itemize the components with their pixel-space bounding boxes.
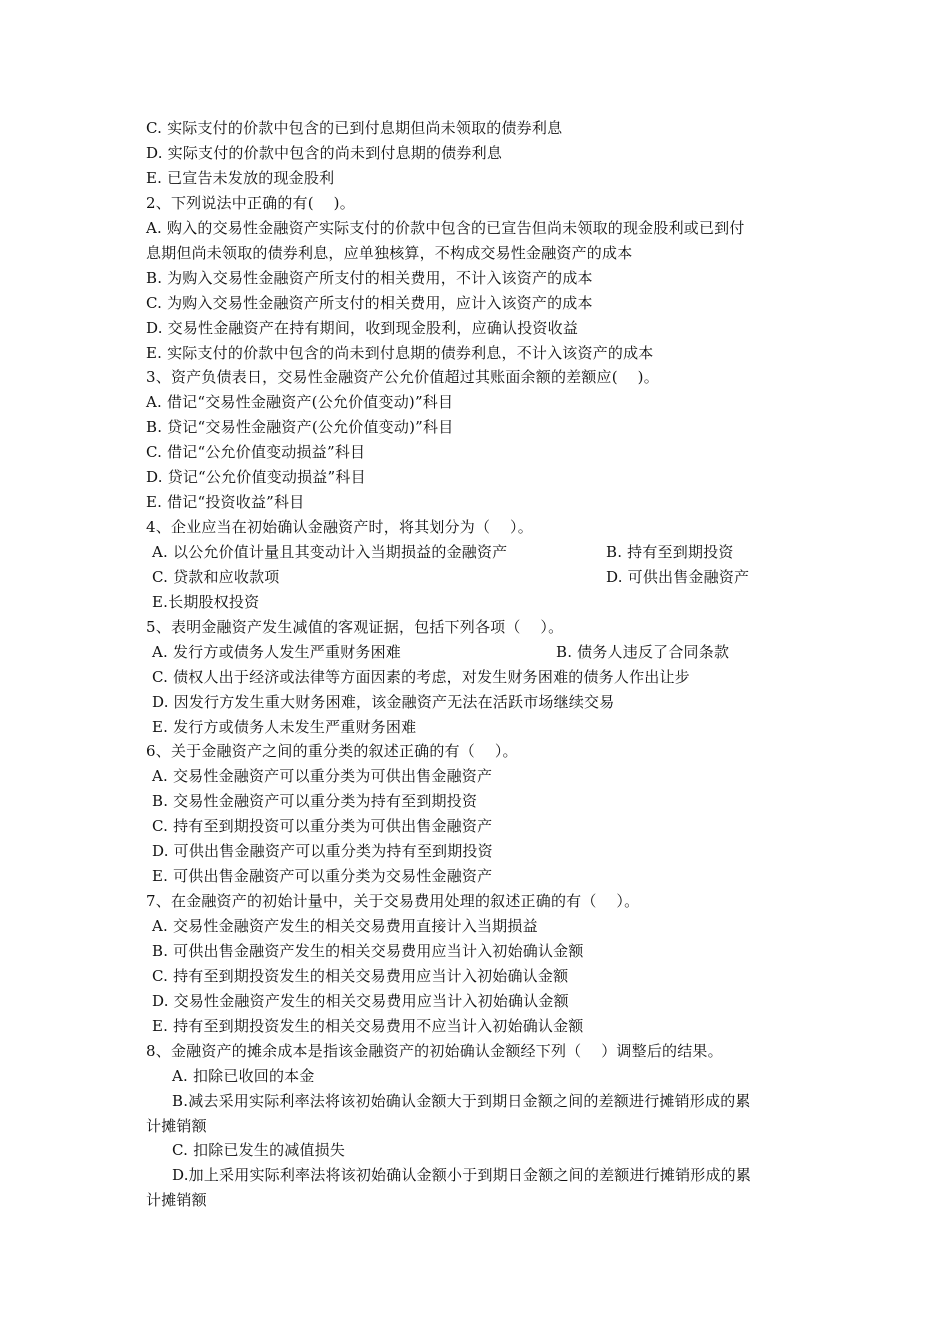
text-line: C. 实际支付的价款中包含的已到付息期但尚未领取的债券利息 — [146, 119, 563, 137]
text-line: C. 持有至到期投资发生的相关交易费用应当计入初始确认金额 — [152, 967, 569, 985]
text-line: A. 购入的交易性金融资产实际支付的价款中包含的已宣告但尚未领取的现金股利或已到付 — [146, 219, 745, 237]
text-line: C. 借记“公允价值变动损益”科目 — [146, 443, 366, 461]
text-line: 息期但尚未领取的债券利息，应单独核算，不构成交易性金融资产的成本 — [146, 244, 633, 262]
text-line: E. 可供出售金融资产可以重分类为交易性金融资产 — [152, 867, 493, 885]
text-line: A. 发行方或债务人发生严重财务困难 — [152, 643, 401, 661]
question-5: 5、表明金融资产发生减值的客观证据，包括下列各项（ ）。 — [146, 618, 564, 636]
text-line: E. 已宣告未发放的现金股利 — [146, 169, 335, 187]
text-line: 计摊销额 — [146, 1191, 207, 1209]
text-line: E.长期股权投资 — [152, 593, 260, 611]
text-line: C. 贷款和应收款项 — [152, 568, 280, 586]
text-line: A. 借记“交易性金融资产(公允价值变动)”科目 — [146, 393, 454, 411]
question-3: 3、资产负债表日，交易性金融资产公允价值超过其账面余额的差额应( )。 — [146, 368, 659, 386]
text-line: A. 交易性金融资产发生的相关交易费用直接计入当期损益 — [152, 917, 538, 935]
text-line: D. 可供出售金融资产 — [606, 568, 750, 586]
text-line: B. 为购入交易性金融资产所支付的相关费用，不计入该资产的成本 — [146, 269, 593, 287]
question-7: 7、在金融资产的初始计量中，关于交易费用处理的叙述正确的有（ ）。 — [146, 892, 640, 910]
text-line: C. 持有至到期投资可以重分类为可供出售金融资产 — [152, 817, 493, 835]
text-line: E. 持有至到期投资发生的相关交易费用不应当计入初始确认金额 — [152, 1017, 584, 1035]
text-line: A. 扣除已收回的本金 — [172, 1067, 315, 1085]
question-6: 6、关于金融资产之间的重分类的叙述正确的有（ ）。 — [146, 742, 518, 760]
text-line: E. 借记“投资收益”科目 — [146, 493, 305, 511]
text-line: D. 因发行方发生重大财务困难，该金融资产无法在活跃市场继续交易 — [152, 693, 615, 711]
question-8: 8、金融资产的摊余成本是指该金融资产的初始确认金额经下列（ ）调整后的结果。 — [146, 1042, 723, 1060]
text-line: B. 持有至到期投资 — [606, 543, 734, 561]
text-line: B. 交易性金融资产可以重分类为持有至到期投资 — [152, 792, 478, 810]
text-line: A. 以公允价值计量且其变动计入当期损益的金融资产 — [152, 543, 508, 561]
text-line: D. 贷记“公允价值变动损益”科目 — [146, 468, 366, 486]
text-line: E. 发行方或债务人未发生严重财务困难 — [152, 718, 417, 736]
text-line: C. 为购入交易性金融资产所支付的相关费用，应计入该资产的成本 — [146, 294, 593, 312]
text-line: D. 可供出售金融资产可以重分类为持有至到期投资 — [152, 842, 493, 860]
text-line: B.减去采用实际利率法将该初始确认金额大于到期日金额之间的差额进行摊销形成的累 — [172, 1092, 751, 1110]
text-line: 计摊销额 — [146, 1117, 207, 1135]
text-line: B. 债务人违反了合同条款 — [556, 643, 730, 661]
text-line: B. 贷记“交易性金融资产(公允价值变动)”科目 — [146, 418, 454, 436]
text-line: D. 交易性金融资产在持有期间，收到现金股利，应确认投资收益 — [146, 319, 579, 337]
text-line: A. 交易性金融资产可以重分类为可供出售金融资产 — [152, 767, 493, 785]
question-4: 4、企业应当在初始确认金融资产时，将其划分为（ ）。 — [146, 518, 533, 536]
question-2: 2、下列说法中正确的有( )。 — [146, 194, 355, 212]
text-line: E. 实际支付的价款中包含的尚未到付息期的债券利息，不计入该资产的成本 — [146, 344, 654, 362]
text-line: D. 实际支付的价款中包含的尚未到付息期的债券利息 — [146, 144, 503, 162]
text-line: C. 扣除已发生的减值损失 — [172, 1141, 346, 1159]
text-line: B. 可供出售金融资产发生的相关交易费用应当计入初始确认金额 — [152, 942, 584, 960]
text-line: D.加上采用实际利率法将该初始确认金额小于到期日金额之间的差额进行摊销形成的累 — [172, 1166, 752, 1184]
text-line: C. 债权人出于经济或法律等方面因素的考虑，对发生财务困难的债务人作出让步 — [152, 668, 690, 686]
text-line: D. 交易性金融资产发生的相关交易费用应当计入初始确认金额 — [152, 992, 569, 1010]
